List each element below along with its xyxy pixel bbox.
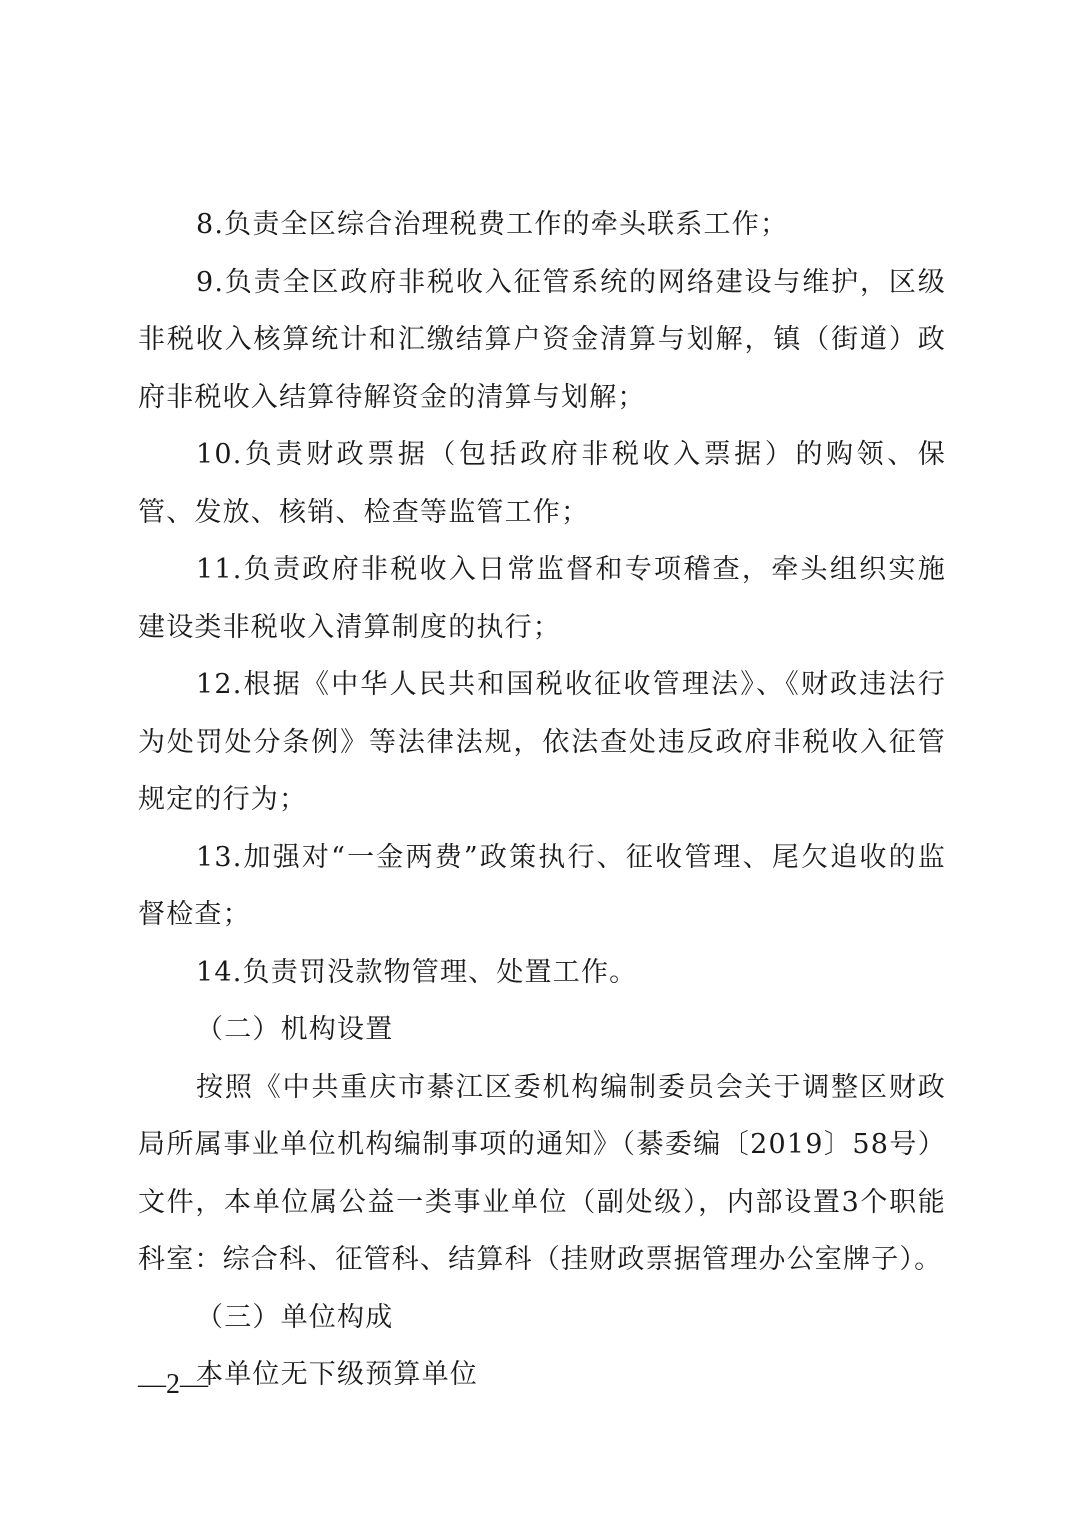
section-heading-composition: （三）单位构成	[196, 1301, 394, 1333]
section-body-organization: 按照《中共重庆市綦江区委机构编制委员会关于调整区财政局所属事业单位机构编制事项的通知》（綦委编〔2019〕58号）文件，本单位属公益一类事业单位（副处级），内部设置3个职能科室：综合科、征管科、结算科（挂财政票据管理办公室牌子）。	[138, 1071, 946, 1275]
duty-item-9: 9.负责全区政府非税收入征管系统的网络建设与维护，区级非税收入核算统计和汇缴结算户资金清算与划解，镇（街道）政府非税收入结算待解资金的清算与划解；	[138, 266, 946, 413]
duty-item-14: 14.负责罚没款物管理、处置工作。	[196, 956, 638, 988]
document-body	[138, 196, 946, 1404]
section-heading-organization: （二）机构设置	[196, 1014, 394, 1045]
duty-item-11: 11.负责政府非税收入日常监督和专项稽查，牵头组织实施建设类非税收入清算制度的执行；	[138, 554, 946, 643]
duty-item-13: 13.加强对“一金两费”政策执行、征收管理、尾欠追收的监督检查；	[138, 841, 946, 930]
section-body-composition: 本单位无下级预算单位	[196, 1359, 478, 1390]
duty-item-10: 10.负责财政票据（包括政府非税收入票据）的购领、保管、发放、核销、检查等监管工作；	[138, 439, 946, 528]
duty-item-8: 8.负责全区综合治理税费工作的牵头联系工作；	[196, 209, 789, 240]
duty-item-12: 12.根据《中华人民共和国税收征收管理法》、《财政违法行为处罚处分条例》等法律法规，依法查处违反政府非税收入征管规定的行为；	[138, 669, 946, 815]
page-number: —2—	[138, 1369, 208, 1400]
